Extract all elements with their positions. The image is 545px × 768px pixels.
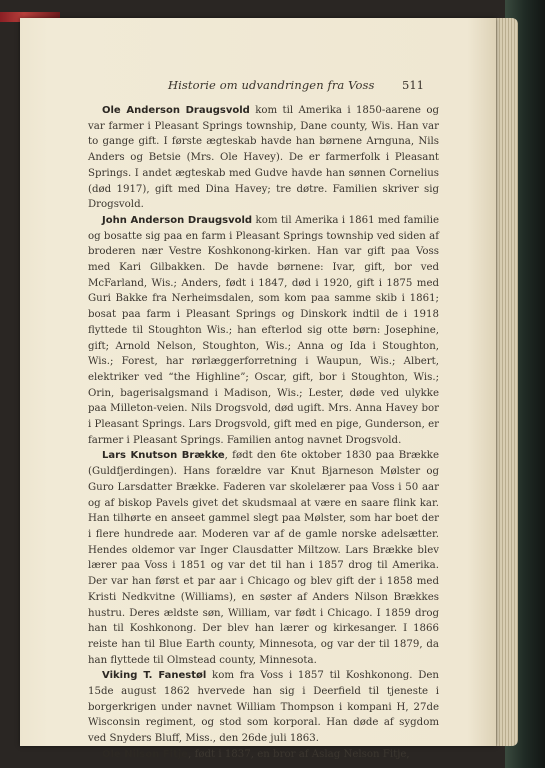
body-text xyxy=(88,103,439,763)
paragraph xyxy=(88,448,439,668)
paragraph-text: kom til Amerika i 1850-aarene og var farmer i Pleasant Springs township, Dane county, Wis. Han var to gange gift. I første ægteskab havde han børnene Arnguna, Nils Anders og Betsie (Mrs. Ole Havey). De er farmerfolk i Pleasant Springs. I andet ægteskab med Gudve havde han sønnen Cornelius (død 1917), gift med Dina Havey; tre døtre. Familien skriver sig Drogsvold. xyxy=(88,105,439,211)
paragraph xyxy=(88,747,439,763)
page-header xyxy=(20,78,496,98)
person-name: Lars Knutson Brække xyxy=(102,450,225,462)
person-name: Ole Nilson Fitje xyxy=(102,748,189,760)
person-name: Ole Anderson Draugsvold xyxy=(102,105,250,116)
running-title: Historie om udvandringen fra Voss xyxy=(168,78,375,92)
book-page xyxy=(20,18,496,760)
paragraph xyxy=(88,103,439,213)
paragraph-text: kom fra Voss i 1857 til Koshkonong. Den 15de august 1862 hvervede han sig i Deerfield til tjeneste i borgerkrigen under navnet William Thompson i kompani H, 27de Wisconsin regiment, og stod som korporal. Han døde af sygdom ved Snyders Bluff, Miss., den 26de juli 1863. xyxy=(88,670,439,745)
paragraph xyxy=(88,213,439,449)
person-name: Viking T. Fanestøl xyxy=(102,670,207,682)
paragraph-text: , født i 1837, en bror af Aslag Nelson Fitje, xyxy=(188,748,410,760)
person-name: John Anderson Draugsvold xyxy=(102,214,253,226)
paragraph-text: , født den 6te oktober 1830 paa Brække (Guldfjerdingen). Hans forældre var Knut Bjarneson Mølster og Guro Larsdatter Brække. Faderen var skolelærer paa Voss i 50 aar og af biskop Pavels givet det skudsmaal at være en saare flink kar. Han tilhørte en anseet gammel slegt paa Mølster, som har boet der i flere hundrede aar. Moderen var af de gamle norske adelsætter. Hendes oldemor var Inger Clausdatter Miltzow. Lars Brække blev lærer paa Voss i 1851 og var det til han i 1857 drog til Amerika. Der var han først et par aar i Chicago og blev gift der i 1858 med Kristi Nedkvitne (Williams), en søster af Anders Nilson Brækkes hustru. Deres ældste søn, William, var født i Chicago. I 1859 drog han til Koshkonong. Der blev han lærer og kirkesanger. I 1866 reiste han til Blue Earth county, Minnesota, og var der til 1879, da han flyttede til Olmstead county, Minnesota. xyxy=(88,450,440,666)
page-number: 511 xyxy=(402,78,424,92)
paragraph xyxy=(88,668,439,747)
paragraph-text: kom til Amerika i 1861 med familie og bosatte sig paa en farm i Pleasant Springs township ved siden af broderen nær Vestre Koshkonong-kirken. Han var gift paa Voss med Kari Gilbakken. De havde børnene: Ivar, gift, bor ved McFarland, Wis.; Anders, født i 1847, død i 1920, gift i 1875 med Guri Bakke fra Nerheimsdalen, som kom paa samme skib i 1861; bosat paa farm i Pleasant Springs og Dinskork indtil de i 1918 flyttede til Stoughton Wis.; han efterlod sig otte børn: Josephine, gift; Arnold Nelson, Stoughton, Wis.; Anna og Ida i Stoughton, Wis.; Forest, har rørlæggerforretning i Waupun, Wis.; Albert, elektriker ved “the Highline”; Oscar, gift, bor i Stoughton, Wis.; Orin, bagerisalgsmand i Madison, Wis.; Lester, døde ved ulykke paa Milleton-veien. Nils Drogsvold, død ugift. Mrs. Anna Havey bor i Pleasant Springs. Lars Drogsvold, gift med en pige, Gunderson, er farmer i Pleasant Springs. Familien antog navnet Drogsvold. xyxy=(88,214,439,446)
